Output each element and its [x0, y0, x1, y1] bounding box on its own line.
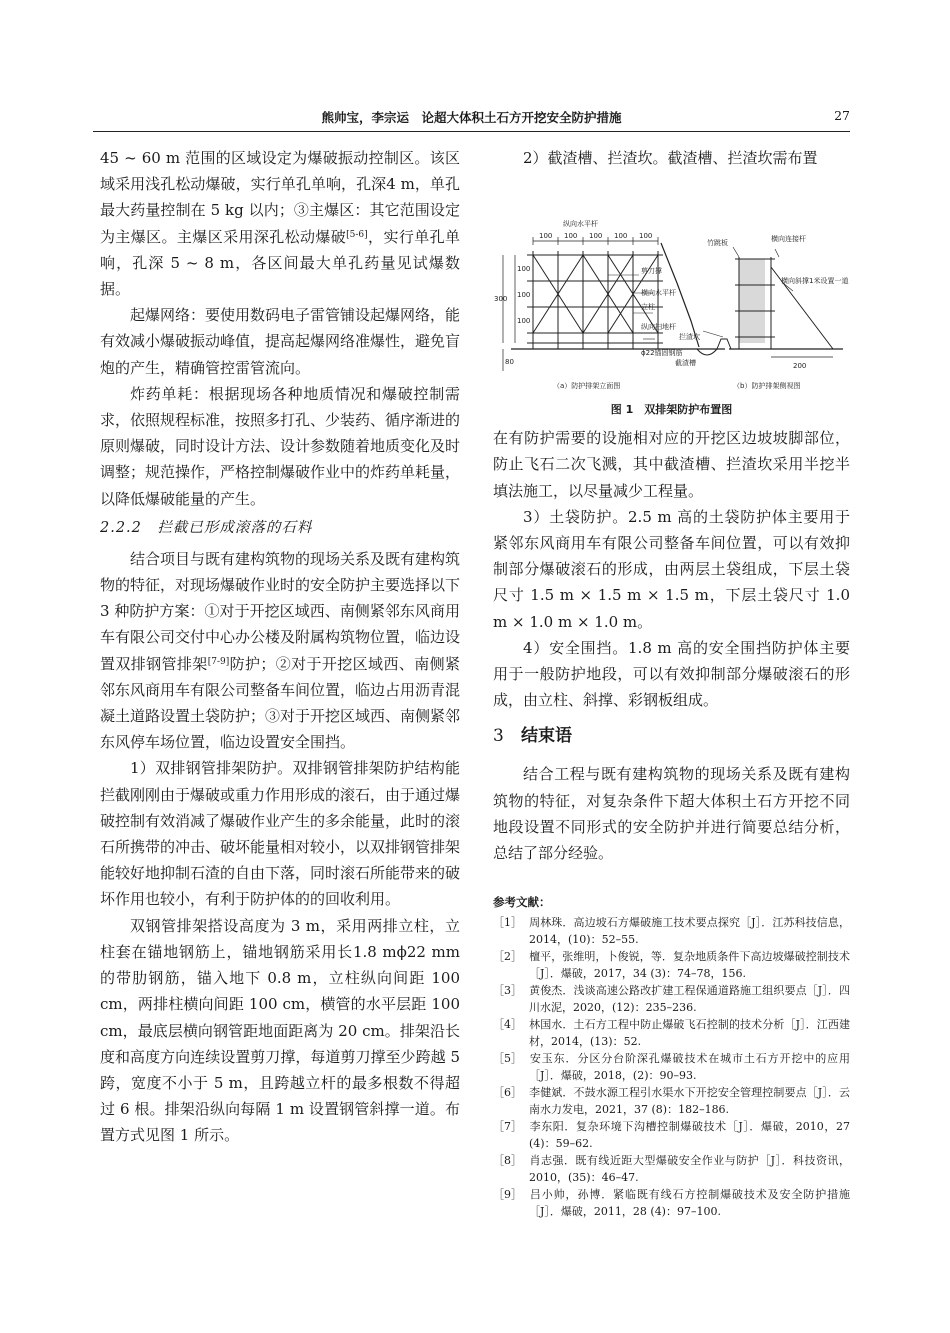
fig-dim: 100	[517, 291, 531, 300]
paragraph: 3）土袋防护。2.5 m 高的土袋防护体主要用于紧邻东风商用车有限公司整备车间位置，可以有效抑制部分爆破滚石的形成，由两层土袋组成，下层土袋尺寸 1.5 m × 1.5 m × 1.5 m，下层土袋尺寸 1.0 m × 1.0 m × 1.0 m。	[493, 507, 850, 631]
paragraph: 45 ~ 60 m 范围的区域设定为爆破振动控制区。该区域采用浅孔松动爆破，实行单孔单响，孔深4 m，单孔最大药量控制在 5 kg 以内；③主爆区：其它范围设定为主爆区。主爆区采用深孔松动爆破[5-6]，实行单孔单响，孔深 5 ~ 8 m，各区间最大单孔药量见试爆数据。	[100, 149, 460, 299]
paragraph: 结合工程与既有建构筑物的现场关系及既有建构筑物的特征，对复杂条件下超大体积土石方开挖不同地段设置不同形式的安全防护并进行简要总结分析，总结了部分经验。	[493, 765, 850, 863]
fig-label: ϕ22锚固钢筋	[641, 349, 683, 358]
fig-dim: 100	[539, 232, 553, 241]
reference-item: ［4］ 林国水．土石方工程中防止爆破飞石控制的技术分析［J］．江西建材，2014，(13)：52.	[493, 1018, 850, 1049]
fig-dim: 100	[639, 232, 653, 241]
fig-dim: 200	[793, 362, 807, 371]
paragraph: 结合项目与既有建构筑物的现场关系及既有建构筑物的特征，对现场爆破作业时的安全防护主要选择以下 3 种防护方案：①对于开挖区域西、南侧紧邻东风商用车有限公司交付中心办公楼及附属构筑物位置，临边设置双排钢管排架[7-9]防护；②对于开挖区域西、南侧紧邻东风商用车有限公司整备车间位置，临边占用沥青混凝土道路设置土袋防护；③对于开挖区域西、南侧紧邻东风停车场位置，临边设置安全围挡。	[100, 549, 461, 752]
fig-dim: 80	[505, 358, 514, 367]
leader-line	[775, 249, 779, 257]
fig-subcaption: （a）防护排架立面图	[553, 382, 621, 391]
fig-dim: 100	[614, 232, 628, 241]
citation: [5-6]	[346, 229, 368, 240]
section-heading	[493, 723, 850, 749]
trough	[697, 349, 717, 355]
reference-item: ［5］ 安玉东．分区分台阶深孔爆破技术在城市土石方开挖中的应用［J］．爆破，2018，(2)：90–93.	[493, 1052, 850, 1083]
fig-label: 拦渣坎	[679, 333, 700, 342]
fig-label: 横向水平杆	[641, 289, 676, 298]
paragraph: 在有防护需要的设施相对应的开挖区边坡坡脚部位，防止飞石二次飞溅，其中截渣槽、拦渣坎采用半挖半填法施工，以尽量减少工程量。	[493, 429, 850, 500]
fig-label: 纵向水平杆	[563, 220, 598, 229]
paragraph: 双钢管排架搭设高度为 3 m，采用两排立柱，立柱套在锚地钢筋上，锚地钢筋采用长1.8 mϕ22 mm 的带肋钢筋，锚入地下 0.8 m，立柱纵向间距 100 cm，两排柱横向间距 100 cm，横管的水平层距 100 cm，最底层横向钢管距地面距离为 20 cm。排架沿长度和高度方向连续设置剪刀撑，每道剪刀撑至少跨越 5 跨，宽度不小于 5 m，且跨越立杆的最多根数不得超过 6 根。排架沿纵向每隔 1 m 设置钢管斜撑一道。布置方式见图 1 所示。	[100, 916, 460, 1145]
fig-dim: 100	[517, 317, 531, 326]
figure-1	[493, 171, 850, 395]
scaffold-diagram	[493, 171, 850, 395]
reference-item: ［2］ 檀平，张维明，卜俊锐，等．复杂地质条件下高边坡爆破控制技术［J］．爆破，2017，34 (3)：74–78，156.	[493, 950, 850, 981]
figure-caption: 图 1 双排架防护布置图	[610, 403, 733, 417]
section-title: 结束语	[521, 726, 572, 747]
subsection-heading: 2.2.2 拦截已形成滚落的石料	[100, 519, 313, 536]
fig-label: 立柱	[641, 303, 655, 312]
fig-dim: 100	[589, 232, 603, 241]
header-title: 熊帅宝，李宗运 论超大体积土石方开挖安全防护措施	[321, 110, 622, 125]
fig-label: 竹跳板	[707, 239, 728, 248]
citation: [7-9]	[207, 656, 230, 667]
reference-item: ［8］ 肖志强．既有线近距大型爆破安全作业与防护［J］．科技资讯，2010，(35)：46–47.	[493, 1154, 850, 1185]
fig-label: 纵向扫地杆	[641, 323, 676, 332]
paragraph: 2）截渣槽、拦渣坎。截渣槽、拦渣坎需布置	[523, 149, 818, 167]
fig-subcaption: （b）防护排架侧视图	[733, 382, 801, 391]
references-title: 参考文献：	[493, 895, 551, 910]
header-rule	[93, 131, 850, 132]
paragraph: 炸药单耗：根据现场各种地质情况和爆破控制需求，依照规程标准，按照多打孔、少装药、循序渐进的原则爆破，同时设计方法、设计参数随着地质变化及时调整；规范操作，严格控制爆破作业中的炸药单耗量，以降低爆破能量的产生。	[100, 384, 461, 508]
reference-item: ［3］ 黄俊杰．浅谈高速公路改扩建工程保通道路施工组织要点［J］．四川水泥，2020，(12)：235–236.	[493, 984, 850, 1015]
retaining-sill	[717, 339, 731, 349]
section-number: 3	[493, 726, 504, 747]
reference-item: ［7］ 李东阳．复杂环境下沟槽控制爆破技术［J］．爆破，2010，27 (4)：59–62.	[493, 1120, 850, 1151]
reference-item: ［9］ 吕小帅，孙博．紧临既有线石方控制爆破技术及安全防护措施［J］．爆破，2011，28 (4)：97–100.	[493, 1188, 850, 1219]
right-column	[493, 145, 850, 1220]
fig-label: 剪刀撑	[641, 267, 662, 276]
leader-line	[733, 247, 739, 257]
fig-dim: 100	[564, 232, 578, 241]
fig-dim: 300	[494, 295, 508, 304]
page-number: 27	[834, 108, 850, 123]
reference-item: ［6］ 李健斌．不鼓水源工程引水渠水下开挖安全管理控制要点［J］．云南水力发电，2021，37 (8)：182–186.	[493, 1086, 850, 1117]
left-column	[100, 145, 460, 1149]
paragraph: 4）安全围挡。1.8 m 高的安全围挡防护体主要用于一般防护地段，可以有效抑制部分爆破滚石的形成，由立柱、斜撑、彩钢板组成。	[493, 638, 850, 710]
fig-dim: 100	[517, 265, 531, 274]
reference-item: ［1］ 周林珠．高边坡石方爆破施工技术要点探究［J］．江苏科技信息，2014，(10)：52–55.	[493, 916, 850, 947]
reference-list	[493, 914, 850, 1220]
fill-wall	[739, 259, 765, 343]
fig-label: 横向连接杆	[771, 235, 806, 244]
running-header	[93, 108, 850, 128]
fig-label: 横向斜撑1米设置一道	[781, 277, 849, 286]
paragraph: 1）双排钢管排架防护。双排钢管排架防护结构能拦截刚刚由于爆破或重力作用形成的滚石，由于通过爆破控制有效消减了爆破作业产生的多余能量，此时的滚石所携带的冲击、破坏能量相对较小，以双排钢管排架能较好地抑制石渣的自由下落，同时滚石所能带来的破坏作用也较小，有利于防护体的的回收利用。	[100, 759, 461, 909]
leader-line	[703, 331, 723, 337]
paragraph: 起爆网络：要使用数码电子雷管铺设起爆网络，能有效减小爆破振动峰值，提高起爆网络准爆性，避免盲炮的产生，精确管控雷管流向。	[100, 306, 461, 377]
fig-label: 截渣槽	[675, 359, 696, 368]
